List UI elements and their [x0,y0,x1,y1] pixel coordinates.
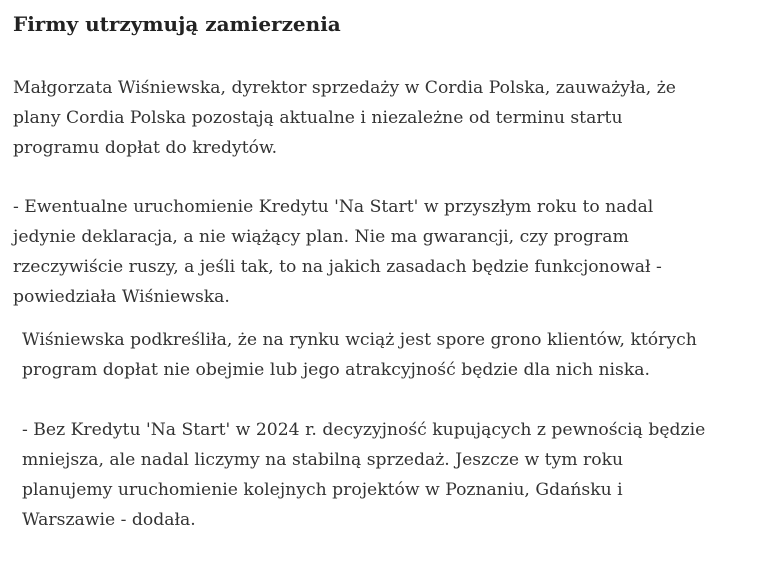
paragraph-line: jedynie deklaracja, a nie wiążący plan. Nie ma gwarancji, czy program [13,227,629,247]
section-heading: Firmy utrzymują zamierzenia [13,12,341,36]
paragraph-line: Małgorzata Wiśniewska, dyrektor sprzedaży w Cordia Polska, zauważyła, że [13,78,676,98]
paragraph-emphasis [22,325,697,385]
paragraph-line: plany Cordia Polska pozostają aktualne i niezależne od terminu startu [13,108,623,128]
paragraph-line: - Bez Kredytu 'Na Start' w 2024 r. decyzyjność kupujących z pewnością będzie [22,420,706,440]
paragraph-quote-1 [13,192,662,312]
paragraph-line: program dopłat nie obejmie lub jego atrakcyjność będzie dla nich niska. [22,360,650,380]
paragraph-line: Wiśniewska podkreśliła, że na rynku wciąż jest spore grono klientów, których [22,330,697,350]
paragraph-line: programu dopłat do kredytów. [13,138,278,158]
paragraph-intro [13,73,676,163]
paragraph-quote-2 [22,415,705,535]
paragraph-line: rzeczywiście ruszy, a jeśli tak, to na jakich zasadach będzie funkcjonował - [13,257,662,277]
paragraph-line: planujemy uruchomienie kolejnych projektów w Poznaniu, Gdańsku i [22,480,623,500]
paragraph-line: mniejsza, ale nadal liczymy na stabilną sprzedaż. Jeszcze w tym roku [22,450,624,470]
paragraph-line: powiedziała Wiśniewska. [13,287,230,307]
paragraph-line: - Ewentualne uruchomienie Kredytu 'Na Start' w przyszłym roku to nadal [13,197,654,217]
paragraph-line: Warszawie - dodała. [22,510,196,530]
